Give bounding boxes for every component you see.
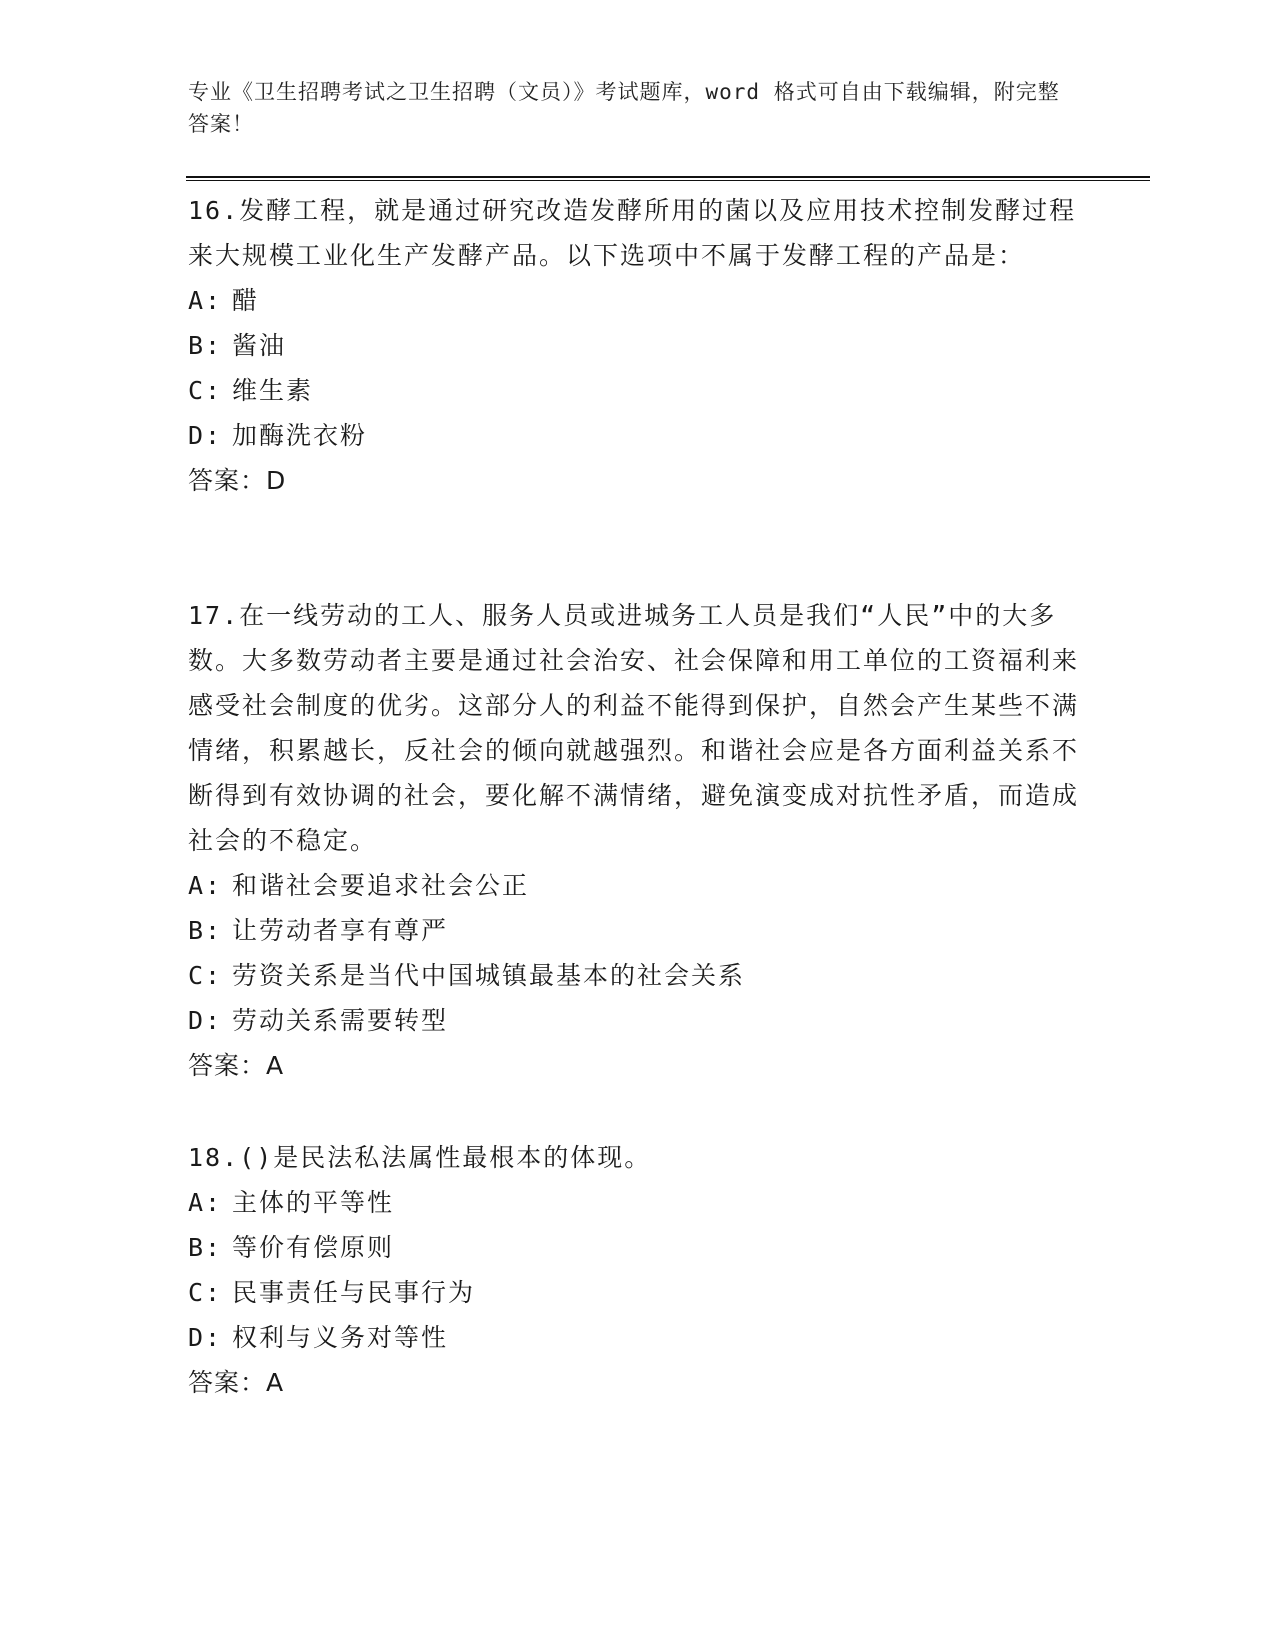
option-text: 和谐社会要追求社会公正	[232, 871, 530, 900]
question-16	[188, 188, 1088, 503]
option-text: 醋	[232, 286, 260, 315]
answer-line: 答案：D	[188, 466, 287, 495]
option-c	[188, 953, 1088, 998]
option-letter: B:	[188, 916, 223, 945]
answer-line: 答案：A	[188, 1368, 285, 1397]
option-a	[188, 1180, 1088, 1225]
option-letter: D:	[188, 1323, 223, 1352]
header-note: 专业《卫生招聘考试之卫生招聘（文员）》考试题库，word 格式可自由下载编辑，附完整答案！	[188, 80, 1060, 136]
option-d	[188, 413, 1088, 458]
option-c	[188, 368, 1088, 413]
option-letter: B:	[188, 1233, 223, 1262]
option-b	[188, 323, 1088, 368]
option-d	[188, 1315, 1088, 1360]
option-c	[188, 1270, 1088, 1315]
option-b	[188, 908, 1088, 953]
option-letter: C:	[188, 1278, 223, 1307]
question-stem: 18.()是民法私法属性最根本的体现。	[188, 1143, 652, 1172]
option-b	[188, 1225, 1088, 1270]
option-letter: C:	[188, 961, 223, 990]
option-text: 民事责任与民事行为	[232, 1278, 476, 1307]
option-text: 劳资关系是当代中国城镇最基本的社会关系	[232, 961, 746, 990]
question-stem: 17.在一线劳动的工人、服务人员或进城务工人员是我们“人民”中的大多数。大多数劳动者主要是通过社会治安、社会保障和用工单位的工资福利来感受社会制度的优劣。这部分人的利益不能得到保护，自然会产生某些不满情绪，积累越长，反社会的倾向就越强烈。和谐社会应是各方面利益关系不断得到有效协调的社会，要化解不满情绪，避免演变成对抗性矛盾，而造成社会的不稳定。	[188, 601, 1080, 855]
option-text: 主体的平等性	[232, 1188, 395, 1217]
option-text: 让劳动者享有尊严	[232, 916, 449, 945]
option-text: 等价有偿原则	[232, 1233, 395, 1262]
question-17	[188, 593, 1088, 1088]
option-letter: D:	[188, 1006, 223, 1035]
option-text: 劳动关系需要转型	[232, 1006, 449, 1035]
option-letter: B:	[188, 331, 223, 360]
option-text: 酱油	[232, 331, 287, 360]
option-letter: D:	[188, 421, 223, 450]
option-letter: C:	[188, 376, 223, 405]
option-letter: A:	[188, 871, 223, 900]
option-text: 维生素	[232, 376, 314, 405]
option-letter: A:	[188, 286, 223, 315]
question-stem: 16.发酵工程，就是通过研究改造发酵所用的菌以及应用技术控制发酵过程来大规模工业化生产发酵产品。以下选项中不属于发酵工程的产品是：	[188, 196, 1077, 270]
option-a	[188, 863, 1088, 908]
option-text: 权利与义务对等性	[232, 1323, 449, 1352]
question-18	[188, 1135, 1088, 1405]
option-d	[188, 998, 1088, 1043]
option-text: 加酶洗衣粉	[232, 421, 368, 450]
option-letter: A:	[188, 1188, 223, 1217]
answer-line: 答案：A	[188, 1051, 285, 1080]
header-divider	[186, 176, 1150, 181]
option-a	[188, 278, 1088, 323]
